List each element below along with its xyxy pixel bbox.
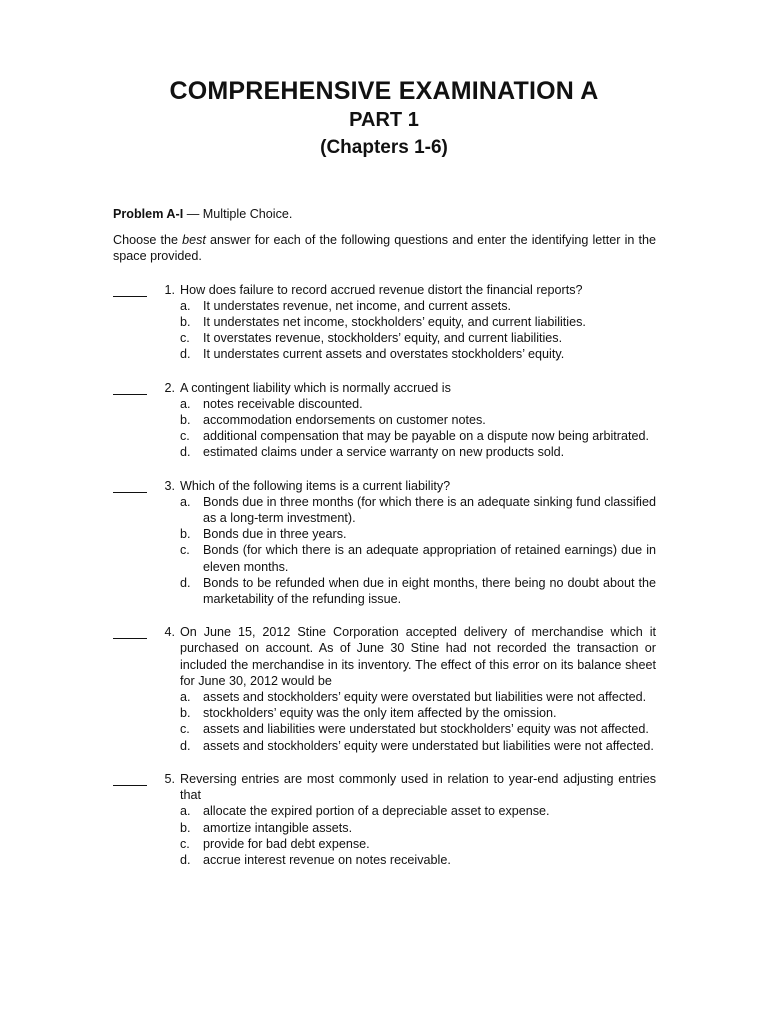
exam-title: COMPREHENSIVE EXAMINATION A [169,77,599,105]
option-letter: b. [180,527,191,542]
answer-option [180,314,656,330]
question-text: Reversing entries are most commonly used in relation to year-end adjusting entries that [180,771,656,803]
option-text: accommodation endorsements on customer notes. [203,413,486,428]
option-text: Bonds to be refunded when due in eight months, there being no doubt about the marketability of the refunding issue. [203,575,656,607]
option-letter: d. [180,852,191,867]
answer-option [180,412,656,428]
option-letter: c. [180,836,190,851]
option-text: assets and stockholders’ equity were understated but liabilities were not affected. [203,738,654,753]
problem-type: — Multiple Choice. [183,207,293,221]
question-list [113,282,656,869]
option-letter: c. [180,331,190,346]
problem-label: Problem A-I [113,207,184,221]
question-text: On June 15, 2012 Stine Corporation accepted delivery of merchandise which it purchased on account. As of June 30 Stine had not recorded the transaction or included the merchandise in its inventory. The effect of this error on its balance sheet for June 30, 2012 would be [180,625,656,688]
option-text: It understates revenue, net income, and current assets. [203,298,512,313]
chapters-heading: (Chapters 1-6) [320,137,448,158]
answer-option [180,803,656,819]
question-text: Which of the following items is a current liability? [180,478,451,493]
option-text: estimated claims under a service warranty on new products sold. [203,445,565,460]
option-text: Bonds (for which there is an adequate appropriation of retained earnings) due in eleven months. [203,543,656,574]
answer-option [180,738,656,754]
option-letter: d. [180,445,191,460]
option-letter: a. [180,494,191,509]
option-text: assets and stockholders’ equity were overstated but liabilities were not affected. [203,690,647,705]
option-text: assets and liabilities were understated but stockholders’ equity was not affected. [203,722,649,737]
answer-option [180,298,656,314]
problem-heading [113,206,656,222]
option-text: provide for bad debt expense. [203,836,370,851]
answer-option [180,820,656,836]
question-item [113,771,656,868]
answer-blank[interactable] [113,478,147,493]
answer-option [180,526,656,542]
option-letter: a. [180,396,191,411]
question-item [113,282,656,363]
answer-option [180,852,656,868]
option-letter: b. [180,706,191,721]
option-letter: c. [180,722,190,737]
option-letter: a. [180,298,191,313]
option-letter: a. [180,690,191,705]
option-letter: b. [180,413,191,428]
option-text: Bonds due in three months (for which there is an adequate sinking fund classified as a long-term investment). [203,494,656,526]
answer-option [180,444,656,460]
option-letter: a. [180,804,191,819]
question-item [113,478,656,608]
instructions-end: answer for each of the following questions and enter the identifying letter in the space provided. [113,233,656,264]
exam-header [0,0,768,159]
part-heading: PART 1 [349,109,419,131]
option-letter: d. [180,575,191,590]
question-number: 3. [164,478,175,493]
option-letter: d. [180,347,191,362]
answer-option [180,346,656,362]
answer-option [180,330,656,346]
option-text: notes receivable discounted. [203,396,363,411]
answer-option [180,575,656,607]
answer-option [180,836,656,852]
question-number: 5. [164,771,175,786]
option-letter: d. [180,738,191,753]
answer-option [180,396,656,412]
answer-blank[interactable] [113,380,147,395]
answer-option [180,428,656,444]
answer-option [180,705,656,721]
option-text: It understates current assets and overstates stockholders’ equity. [203,347,565,362]
option-text: stockholders’ equity was the only item affected by the omission. [203,706,557,721]
option-letter: b. [180,820,191,835]
question-text: How does failure to record accrued revenue distort the financial reports? [180,282,583,297]
answer-option [180,494,656,526]
question-item [113,624,656,754]
instructions [113,232,656,264]
answer-option [180,721,656,737]
instructions-start: Choose the [113,233,183,248]
option-text: It overstates revenue, stockholders’ equity, and current liabilities. [203,331,563,346]
option-text: amortize intangible assets. [203,820,353,835]
answer-blank[interactable] [113,624,147,639]
option-letter: c. [180,543,190,558]
option-text: accrue interest revenue on notes receivable. [203,852,451,867]
answer-blank[interactable] [113,282,147,297]
answer-blank[interactable] [113,771,147,786]
exam-body [113,206,656,885]
option-letter: b. [180,315,191,330]
question-text: A contingent liability which is normally accrued is [180,380,451,395]
question-number: 1. [164,282,175,297]
question-item [113,380,656,461]
answer-option [180,689,656,705]
instructions-emphasis: best [182,233,206,248]
question-number: 4. [164,625,175,640]
option-text: Bonds due in three years. [203,527,347,542]
option-text: additional compensation that may be payable on a dispute now being arbitrated. [203,429,649,444]
option-text: It understates net income, stockholders’ equity, and current liabilities. [203,315,586,330]
option-letter: c. [180,429,190,444]
question-number: 2. [164,380,175,395]
option-text: allocate the expired portion of a depreciable asset to expense. [203,804,550,819]
answer-option [180,542,656,574]
